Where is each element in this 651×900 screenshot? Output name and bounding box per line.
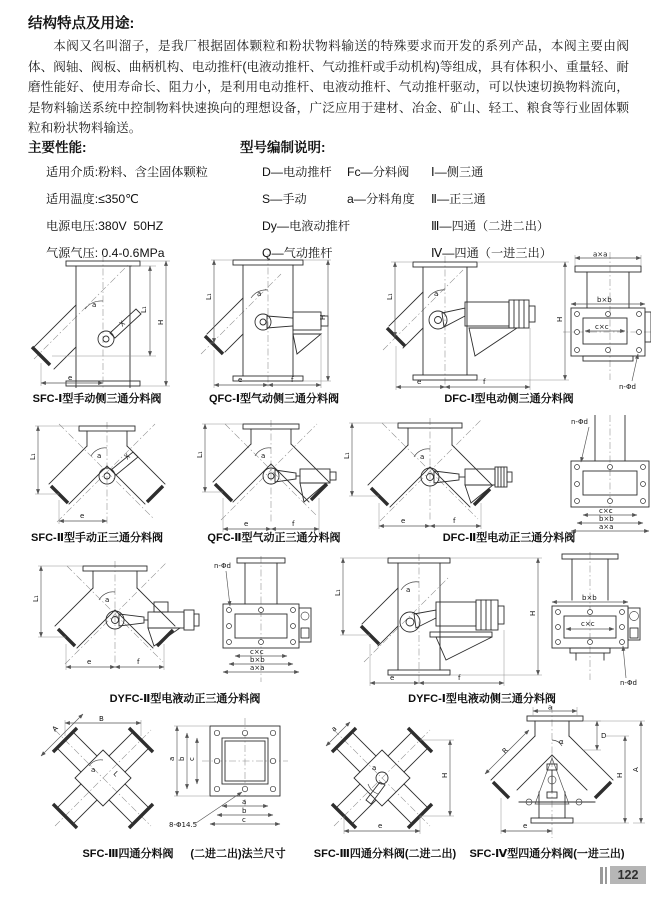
dim-label-f: f [291,376,294,384]
dim-label-a: a [242,798,247,806]
figure-caption: DYFC-Ⅱ型电液动正三通分料阀 [109,693,261,705]
dim-label-a: a [168,756,176,761]
dim-label-bxb: b×b [597,296,612,304]
legend-item: Fc—分料阀 [347,165,410,179]
figure-caption: SFC-Ⅲ四通分料阀(二进二出) [313,848,457,860]
figure-dfc2-straight-three-way [335,415,651,535]
dim-label-nd: n-Φd [571,418,588,426]
figure-dyfc1-side-three-way [300,552,651,688]
dim-label-l1: L₁ [140,306,148,313]
figure-sfc2-straight-three-way [27,420,167,528]
dim-label-angle: a [92,301,97,309]
legend-item: Dy—电液动推杆 [262,219,351,233]
dim-label-l1: L₁ [334,589,342,596]
figure-sfc3-four-way [25,712,170,842]
legend-col-type [347,159,415,213]
dim-label-c: c [188,757,196,761]
dim-label-c: c [242,816,246,824]
dim-label-x: X [122,452,132,462]
dim-label-l1: L₁ [29,453,37,460]
dim-label-e: e [87,658,92,666]
dim-label-e: e [238,376,243,384]
figure-sfc3-four-way-2in2out [310,712,460,840]
dim-label-e: e [523,822,528,830]
spec-item: 气源气压: 0.4-0.6MPa [46,246,165,260]
dim-label-angle: a [261,452,266,460]
dim-label-b-cap: B [99,715,104,723]
legend-item: D—电动推杆 [262,165,332,179]
intro-paragraph: 本阀又名叫溜子，是我厂根据固体颗粒和粉状物料输送的特殊要求而开发的系列产品，本阀主要由阀体、阀轴、阀板、曲柄机构、电动推杆(电液动推杆、气动推杆或手动机构)等组成，具有体积小、重量轻、耐磨性能好、使用寿命长、阻力小，是利用电动推杆、电液动推杆、气动推杆驱动，可以快速切换物料流向，是物料输送系统中控制物料快速换向的理想设备，广泛应用于建材、冶金、矿山、轻工、粮食等行业固体颗粒和粉状物料输送。 [28,39,629,135]
dim-label-l1: L₁ [196,451,204,458]
page-title: 结构特点及用途: [28,16,135,32]
figure-dyfc2-straight-three-way [30,556,315,688]
dim-label-a-cap: A [50,724,60,734]
dim-label-e: e [390,674,395,682]
dim-label-axa: a×a [250,664,265,672]
dim-label-angle: a [91,766,96,774]
dim-label-e: e [68,374,73,382]
figure-caption: QFC-Ⅱ型气动正三通分料阀 [207,532,341,544]
dim-label-a-cap: A [632,767,640,772]
legend-item: Ⅰ—侧三通 [431,165,484,179]
figure-caption: SFC-Ⅲ四通分料阀 [82,848,174,860]
figure-qfc1-side-three-way [181,250,333,390]
dim-label-f: f [458,674,461,682]
dim-label-alpha: α [559,738,564,746]
dim-label-e: e [401,517,406,525]
figure-caption: SFC-Ⅱ型手动正三通分料阀 [31,532,163,544]
dim-label-cxc: c×c [595,323,609,331]
dim-label-l1: L₁ [386,293,394,300]
dim-label-angle: a [97,452,102,460]
dim-label-f: f [137,658,140,666]
dim-label-nd: n-Φd [214,562,231,570]
model-legend-heading: 型号编制说明: [240,140,326,155]
legend-item: Ⅳ—四通（一进三出） [431,246,552,260]
page-number: 122 [610,866,646,884]
dim-label-angle: a [105,596,110,604]
figure-caption: SFC-Ⅰ型手动侧三通分料阀 [32,393,162,405]
dim-label-f: f [453,517,456,525]
figure-qfc2-straight-three-way [196,418,346,536]
dim-label-cxc: c×c [250,648,264,656]
dim-label-angle: a [372,764,377,772]
dim-label-r: R [500,746,510,756]
dim-label-e: e [417,378,422,386]
dim-label-axa: a×a [593,250,608,259]
dim-label-nd: n-Φd [619,383,636,391]
legend-item: S—手动 [262,192,307,206]
dim-label-b: b [178,756,186,761]
legend-item: Ⅲ—四通（二进二出） [431,219,550,233]
figure-flange-dimensions [168,714,303,840]
spec-item: 适用温度:≤350℃ [46,192,139,206]
dim-label-bxb: b×b [599,515,614,523]
figure-caption: SFC-Ⅳ型四通分料阀(一进三出) [469,848,625,860]
dim-label-bxb: b×b [582,594,597,602]
dim-label-x: X [117,319,127,329]
spec-item: 电源电压:380V 50HZ [46,219,164,233]
dim-label-l1: L₁ [343,452,351,459]
dim-label-angle: a [257,290,262,298]
figure-caption: DFC-Ⅱ型电动正三通分料阀 [442,532,576,544]
dim-label-f: f [292,520,295,528]
dim-label-b: b [242,807,247,815]
dim-label-nd: n-Φd [620,679,637,687]
dim-label-bolt-note: 8-Φ14.5 [169,821,198,829]
figure-sfc1-side-three-way [18,253,176,388]
dim-label-l1: L₁ [205,293,213,300]
dim-label-a: a [548,703,553,712]
dim-label-h: H [319,314,327,320]
spec-item: 适用介质:粉料、含尘固体颗粒 [46,165,208,179]
page-margin-bar [605,867,607,884]
figure-caption: DFC-Ⅰ型电动侧三通分料阀 [444,393,574,405]
legend-item: Q—气动推杆 [262,246,333,260]
figure-caption: QFC-Ⅰ型气动侧三通分料阀 [209,393,339,405]
dim-label-l1: L₁ [32,595,40,602]
dim-label-h: H [556,316,564,322]
figure-caption: (二进二出)法兰尺寸 [190,848,286,860]
figure-caption: DYFC-Ⅰ型电液动侧三通分料阀 [408,693,556,705]
dim-label-h: H [441,772,449,778]
dim-label-e: e [244,520,249,528]
figure-sfc4-four-way-1in3out [455,702,651,842]
legend-item: a—分料角度 [347,192,415,206]
dim-label-l: L [111,769,121,779]
dim-label-h: H [529,610,537,616]
figure-dfc1-side-three-way [335,250,651,392]
dim-label-e: e [378,822,383,830]
legend-item: Ⅱ—正三通 [431,192,486,206]
dim-label-d: D [601,732,607,740]
dim-label-axa: a×a [599,523,614,531]
dim-label-h: H [157,319,165,325]
dim-label-cxc: c×c [599,507,613,515]
dim-label-f: f [483,378,486,386]
dim-label-e: e [80,512,85,520]
dim-label-h: H [616,772,624,778]
dim-label-angle: a [406,586,411,594]
dim-label-angle: a [420,453,425,461]
performance-heading: 主要性能: [28,140,87,155]
page-margin-bar [600,867,603,884]
dim-label-a: a [329,724,339,734]
dim-label-cxc: c×c [581,620,595,628]
dim-label-angle: a [434,290,439,298]
dim-label-bxb: b×b [250,656,265,664]
